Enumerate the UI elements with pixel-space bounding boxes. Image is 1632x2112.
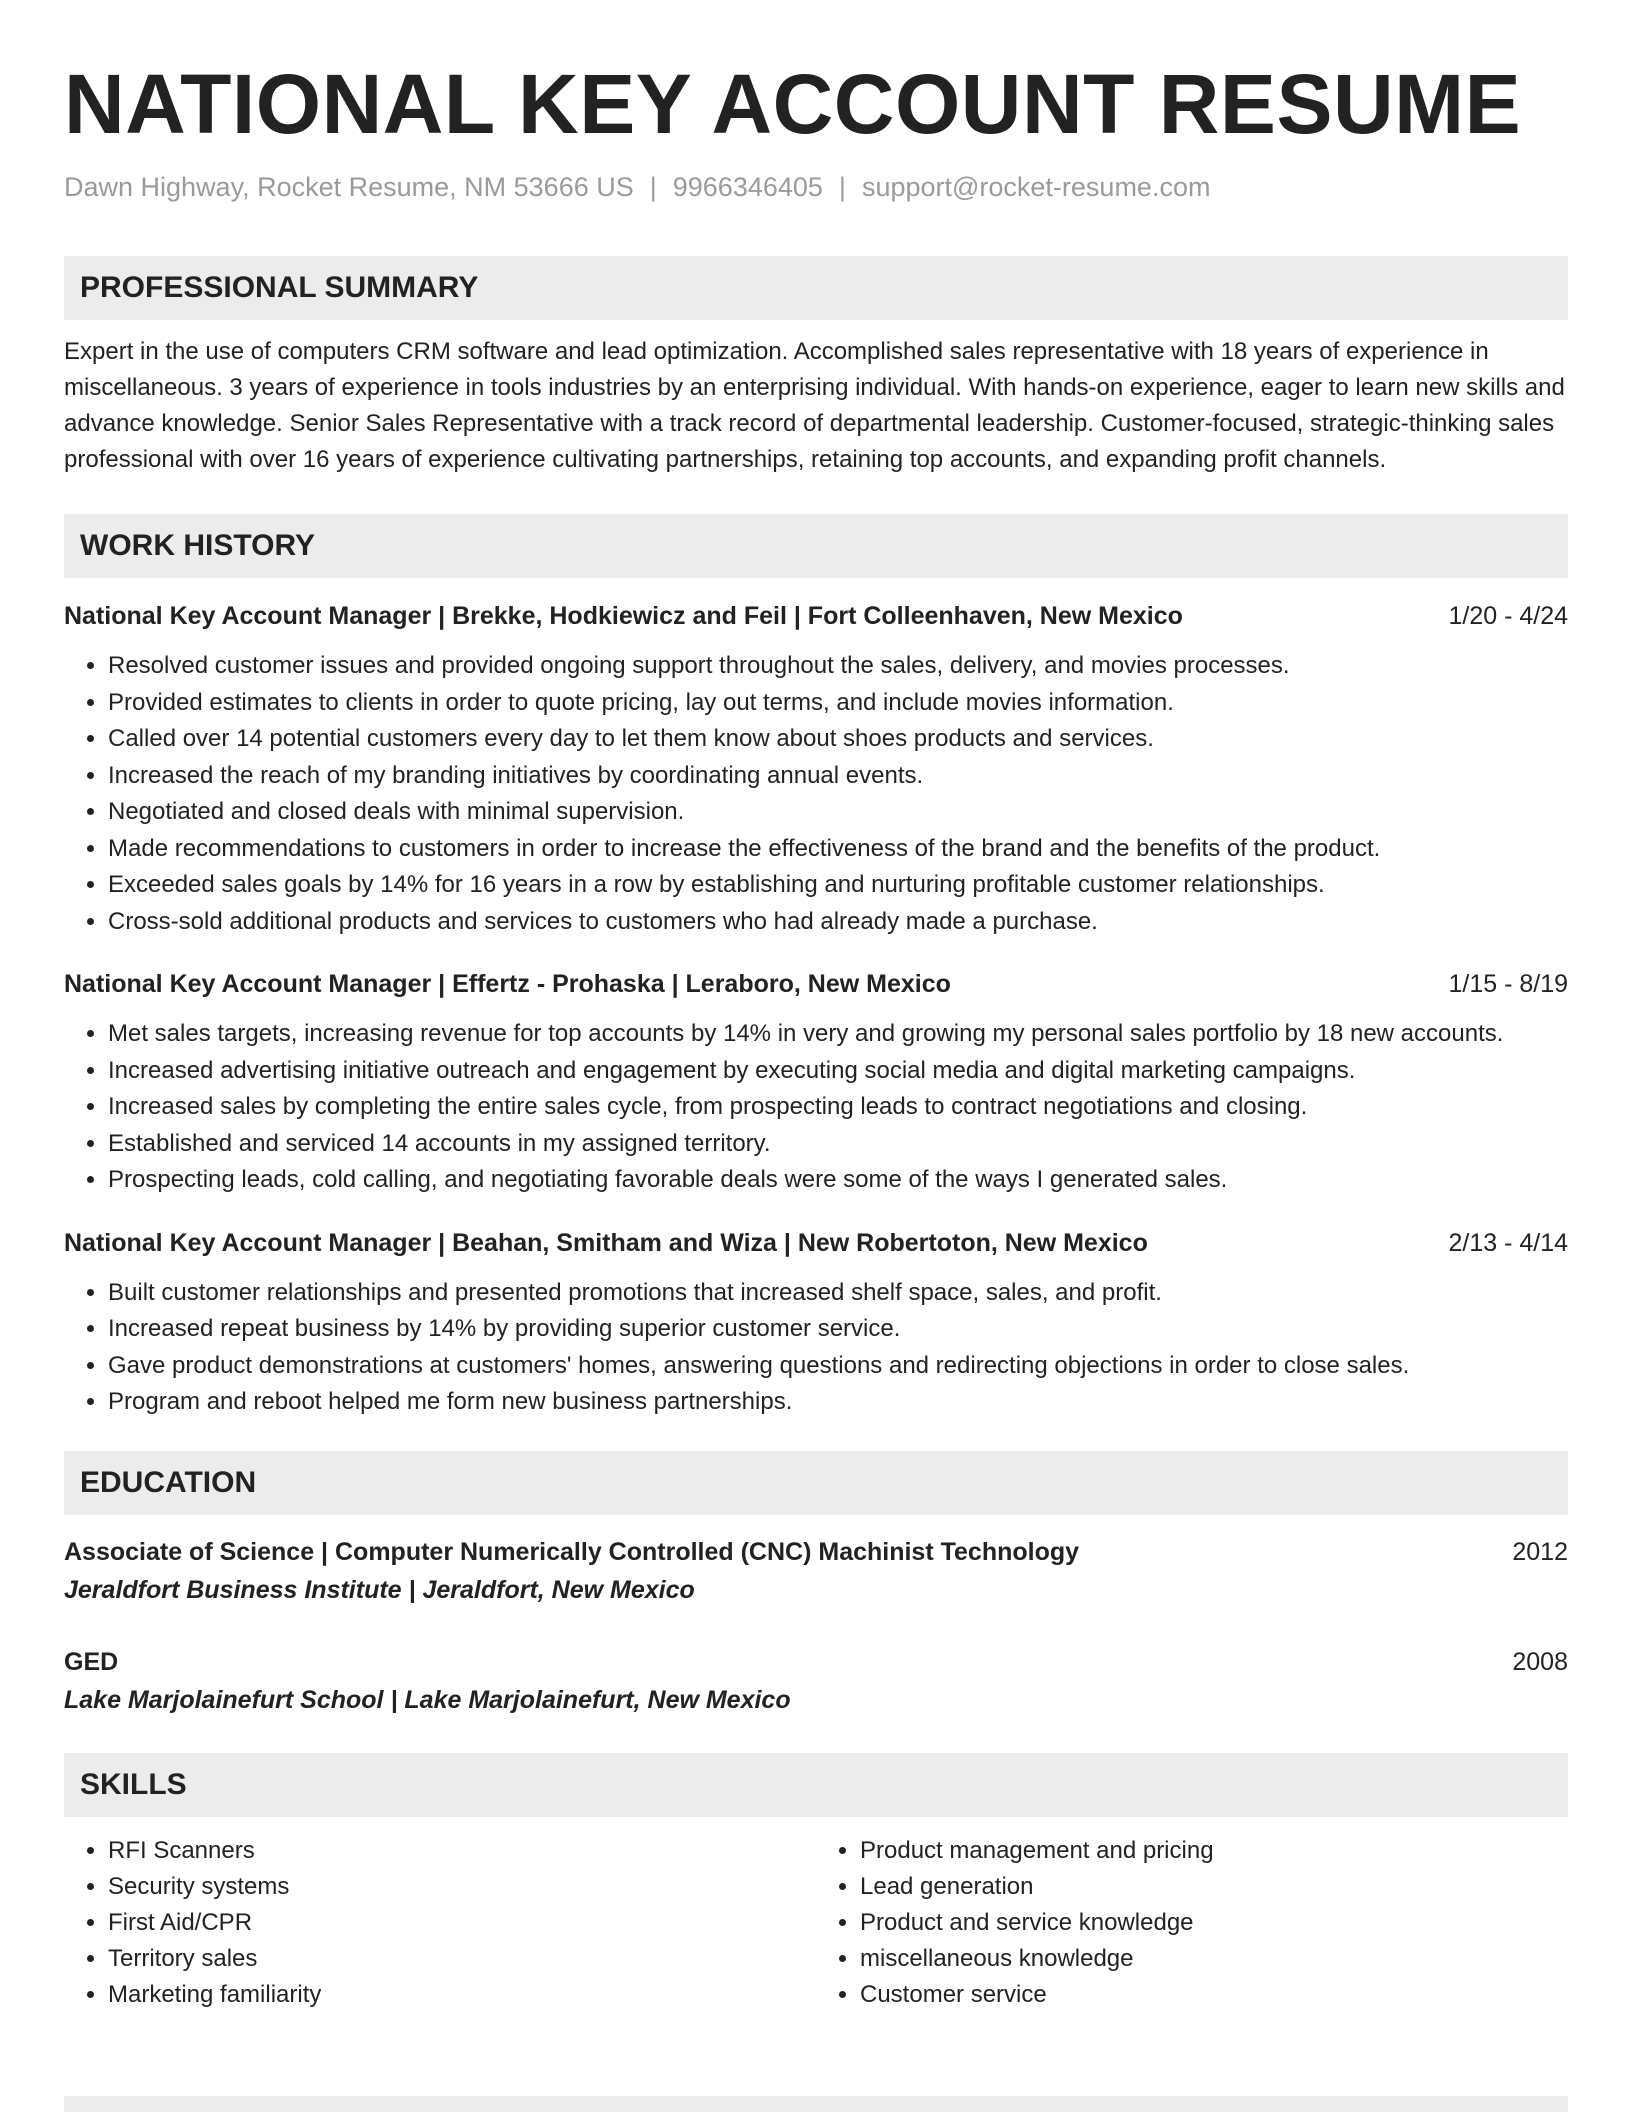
job-bullet: • Resolved customer issues and provided ongoing support throughout the sales, delivery, and movies processes. <box>108 648 1568 685</box>
skill-item: • Territory sales <box>108 1941 816 1977</box>
job-header <box>64 966 1568 1002</box>
job-bullet: • Prospecting leads, cold calling, and negotiating favorable deals were some of the ways I generated sales. <box>108 1162 1568 1199</box>
education-degree: Associate of Science | Computer Numerically Controlled (CNC) Machinist Technology <box>64 1537 1080 1566</box>
contact-address: Dawn Highway, Rocket Resume, NM 53666 US <box>64 172 634 202</box>
skills-column-left <box>64 1833 816 2013</box>
skills-column-right <box>816 1833 1568 2013</box>
job-dates: 1/15 - 8/19 <box>1448 970 1568 998</box>
education-year: 2012 <box>1512 1537 1568 1566</box>
contact-phone: 9966346405 <box>672 172 823 202</box>
skills-list <box>64 1833 1568 2013</box>
job-bullet: • Cross-sold additional products and services to customers who had already made a purchase. <box>108 904 1568 941</box>
job-bullet: • Increased advertising initiative outreach and engagement by executing social media and digital marketing campaigns. <box>108 1053 1568 1090</box>
job-header <box>64 598 1568 634</box>
education-header <box>64 1533 1568 1571</box>
job-bullet: • Made recommendations to customers in order to increase the effectiveness of the brand and the benefits of the product. <box>108 831 1568 868</box>
job-bullet: • Established and serviced 14 accounts in my assigned territory. <box>108 1126 1568 1163</box>
contact-line <box>64 170 1568 204</box>
job-title: National Key Account Manager | Beahan, Smitham and Wiza | New Robertoton, New Mexico <box>64 1228 1148 1257</box>
section-header-work-history: WORK HISTORY <box>64 514 1568 578</box>
education-header <box>64 1643 1568 1681</box>
section-header-summary: PROFESSIONAL SUMMARY <box>64 256 1568 320</box>
job-bullets <box>64 1016 1568 1199</box>
section-header-education: EDUCATION <box>64 1451 1568 1515</box>
job-dates: 2/13 - 4/14 <box>1448 1228 1568 1257</box>
education-degree: GED <box>64 1647 119 1676</box>
skill-item: • Product and service knowledge <box>860 1905 1568 1941</box>
contact-separator: | <box>649 172 657 202</box>
job-bullet: • Provided estimates to clients in order to quote pricing, lay out terms, and include movies information. <box>108 685 1568 722</box>
job-bullet: • Gave product demonstrations at customers' homes, answering questions and redirecting objections in order to close sales. <box>108 1348 1568 1385</box>
skill-item: • First Aid/CPR <box>108 1905 816 1941</box>
resume-title: NATIONAL KEY ACCOUNT RESUME <box>64 57 1522 151</box>
education-year: 2008 <box>1512 1647 1568 1676</box>
summary-text: Expert in the use of computers CRM software and lead optimization. Accomplished sales representative with 18 years of experience in miscellaneous. 3 years of experience in tools industries by an enterprising individual. With hands-on experience, eager to learn new skills and advance knowledge. Senior Sales Representative with a track record of departmental leadership. Customer-focused, strategic-thinking sales professional with over 16 years of experience cultivating partnerships, retaining top accounts, and expanding profit channels. <box>64 338 1565 473</box>
skill-item: • Security systems <box>108 1869 816 1905</box>
job-title: National Key Account Manager | Effertz - Prohaska | Leraboro, New Mexico <box>64 970 951 998</box>
job-bullet: • Met sales targets, increasing revenue for top accounts by 14% in very and growing my personal sales portfolio by 18 new accounts. <box>108 1016 1568 1053</box>
section-header-skills: SKILLS <box>64 1753 1568 1817</box>
job-bullet: • Called over 14 potential customers every day to let them know about shoes products and services. <box>108 721 1568 758</box>
job-entry <box>64 598 1568 940</box>
job-bullet: • Program and reboot helped me form new business partnerships. <box>108 1384 1568 1421</box>
education-entry <box>64 1643 1568 1719</box>
job-bullet: • Increased sales by completing the entire sales cycle, from prospecting leads to contract negotiations and closing. <box>108 1089 1568 1126</box>
job-bullets <box>64 648 1568 940</box>
skill-item: • Customer service <box>860 1977 1568 2013</box>
contact-separator: | <box>838 172 846 202</box>
job-dates: 1/20 - 4/24 <box>1448 602 1568 630</box>
education-school: Lake Marjolainefurt School | Lake Marjolainefurt, New Mexico <box>64 1685 791 1714</box>
skill-item: • miscellaneous knowledge <box>860 1941 1568 1977</box>
job-header <box>64 1225 1568 1261</box>
skill-item: • Product management and pricing <box>860 1833 1568 1869</box>
skill-item: • Marketing familiarity <box>108 1977 816 2013</box>
contact-email: support@rocket-resume.com <box>861 172 1211 202</box>
job-entry <box>64 1225 1568 1421</box>
job-bullet: • Exceeded sales goals by 14% for 16 years in a row by establishing and nurturing profitable customer relationships. <box>108 867 1568 904</box>
skill-item: • Lead generation <box>860 1869 1568 1905</box>
skill-item: • RFI Scanners <box>108 1833 816 1869</box>
job-entry <box>64 966 1568 1199</box>
job-bullet: • Increased the reach of my branding initiatives by coordinating annual events. <box>108 758 1568 795</box>
job-bullets <box>64 1275 1568 1421</box>
education-entry <box>64 1533 1568 1609</box>
job-title: National Key Account Manager | Brekke, Hodkiewicz and Feil | Fort Colleenhaven, New Mexico <box>64 602 1183 630</box>
next-section-header-bar <box>64 2096 1568 2112</box>
job-bullet: • Increased repeat business by 14% by providing superior customer service. <box>108 1311 1568 1348</box>
education-school: Jeraldfort Business Institute | Jeraldfort, New Mexico <box>64 1575 695 1604</box>
job-bullet: • Built customer relationships and presented promotions that increased shelf space, sales, and profit. <box>108 1275 1568 1312</box>
job-bullet: • Negotiated and closed deals with minimal supervision. <box>108 794 1568 831</box>
